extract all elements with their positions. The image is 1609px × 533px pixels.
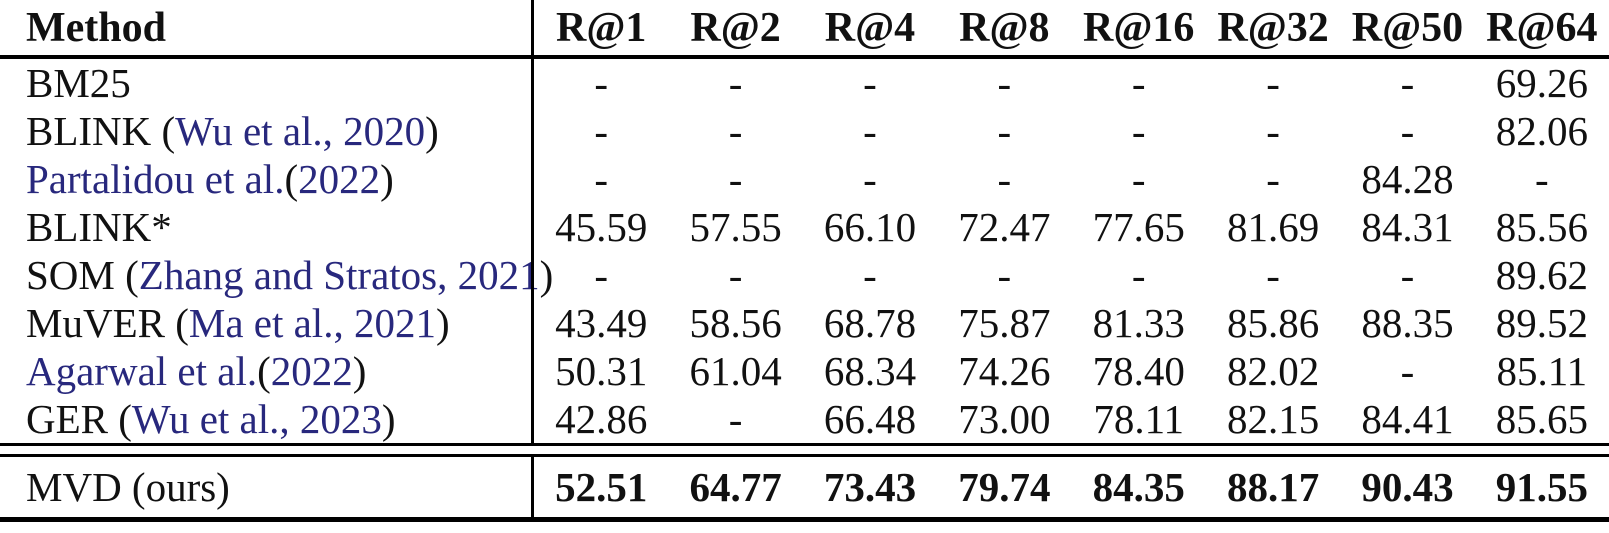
value-cells (531, 107, 1609, 155)
value-cell: - (594, 59, 609, 106)
value-cell: - (728, 107, 743, 154)
value-cell: 82.15 (1226, 395, 1320, 442)
method-label: BLINK* (26, 204, 172, 250)
table-row-mvd-ours (0, 457, 1609, 517)
value-cell: 68.78 (823, 299, 917, 346)
column-header-r-at-4: R@4 (824, 4, 916, 51)
citation-link[interactable]: Wu et al., 2023 (131, 396, 382, 442)
value-cell: - (1131, 107, 1146, 154)
value-cell: - (1534, 155, 1549, 202)
value-cell: 82.02 (1226, 347, 1320, 394)
value-cell: 78.40 (1092, 347, 1185, 394)
value-cell: - (1400, 347, 1415, 394)
value-cell: - (863, 107, 877, 154)
value-cell: 58.56 (689, 299, 782, 346)
table-row (0, 107, 1609, 155)
value-cell: - (997, 107, 1012, 154)
value-cell: 91.55 (1495, 463, 1588, 510)
value-cell: - (997, 59, 1012, 106)
value-cells (531, 299, 1609, 347)
value-cells (531, 395, 1609, 443)
citation-link[interactable]: Agarwal et al. (26, 348, 258, 394)
value-cell: 52.51 (555, 463, 648, 510)
value-cell: - (1266, 155, 1280, 202)
value-cell: 74.26 (958, 347, 1051, 394)
value-cells (531, 155, 1609, 203)
value-cell: - (1400, 59, 1415, 106)
citation-link[interactable]: Partalidou et al. (26, 156, 285, 202)
table-row (0, 251, 1609, 299)
method-label: MuVER ( (26, 300, 189, 346)
column-header-r-at-32: R@32 (1217, 4, 1329, 51)
method-label: ( (284, 156, 299, 202)
table-row (0, 155, 1609, 203)
value-cell: - (1131, 251, 1146, 298)
table-row (0, 347, 1609, 395)
value-cell: - (1266, 59, 1280, 106)
value-cells (531, 203, 1609, 251)
value-cells (531, 251, 1609, 299)
value-cell: 84.35 (1092, 463, 1185, 510)
value-cell: 75.87 (958, 299, 1051, 346)
method-label: ) (425, 108, 439, 154)
value-cell: 90.43 (1361, 463, 1454, 510)
table-row (0, 299, 1609, 347)
table-row (0, 203, 1609, 251)
value-cell: 61.04 (689, 347, 782, 394)
value-cell: 72.47 (958, 203, 1051, 250)
method-label: ( (257, 348, 271, 394)
value-cell: 73.43 (823, 463, 917, 510)
value-cell: 66.10 (823, 203, 917, 250)
value-cell: - (997, 155, 1012, 202)
value-cell: - (1131, 155, 1146, 202)
method-label: SOM ( (26, 252, 139, 298)
method-cell (0, 203, 531, 251)
value-cell: - (1266, 107, 1280, 154)
method-label: BM25 (26, 60, 131, 106)
method-label: BLINK ( (26, 108, 176, 154)
method-cell (0, 59, 531, 107)
citation-link[interactable]: Wu et al., 2020 (175, 108, 426, 154)
method-cell (0, 395, 531, 443)
method-cell (0, 251, 554, 299)
value-cell: - (863, 59, 877, 106)
value-cell: 77.65 (1092, 203, 1185, 250)
value-cells (531, 457, 1609, 517)
column-header-r-at-8: R@8 (959, 4, 1050, 51)
table-row (0, 59, 1609, 107)
value-cell: 69.26 (1495, 59, 1588, 106)
value-cell: - (1266, 251, 1280, 298)
value-cell: 73.00 (958, 395, 1051, 442)
column-header-r-at-2: R@2 (690, 4, 781, 51)
value-cells (531, 347, 1609, 395)
column-header-r-at-50: R@50 (1351, 4, 1464, 51)
method-label: GER ( (26, 396, 132, 442)
value-cell: 89.52 (1495, 299, 1588, 346)
method-cell (0, 457, 531, 517)
value-cell: 88.17 (1226, 463, 1320, 510)
value-cell: - (1131, 59, 1146, 106)
value-cell: 84.28 (1361, 155, 1454, 202)
value-cell: - (594, 155, 609, 202)
value-cell: 43.49 (555, 299, 648, 346)
value-cell: 89.62 (1495, 251, 1588, 298)
value-cell: 85.56 (1495, 203, 1588, 250)
value-cell: 82.06 (1495, 107, 1588, 154)
table-body (0, 59, 1609, 443)
value-cell: 78.11 (1093, 395, 1185, 442)
value-cell: - (728, 59, 743, 106)
column-header-r-at-1: R@1 (555, 4, 647, 51)
column-header-r-at-16: R@16 (1082, 4, 1195, 51)
value-cells (531, 59, 1609, 107)
method-label: ) (381, 396, 396, 442)
method-cell (0, 299, 531, 347)
value-cell: 50.31 (555, 347, 648, 394)
citation-link[interactable]: 2022 (298, 156, 381, 202)
value-cell: 81.69 (1226, 203, 1320, 250)
value-cell: 45.59 (555, 203, 648, 250)
value-cell: 66.48 (823, 395, 917, 442)
value-cell: 79.74 (958, 463, 1051, 510)
value-cell: - (863, 155, 877, 202)
value-cell: 84.41 (1361, 395, 1454, 442)
value-cell: - (594, 251, 609, 298)
bottom-margin (0, 522, 1609, 533)
value-cell: 81.33 (1092, 299, 1185, 346)
value-cell: 68.34 (823, 347, 917, 394)
citation-link[interactable]: Ma et al., 2021 (188, 300, 436, 346)
value-cell: 85.86 (1226, 299, 1320, 346)
value-cell: 85.65 (1495, 395, 1588, 442)
method-cell (0, 347, 531, 395)
value-cell: - (728, 251, 743, 298)
value-cell: - (1400, 107, 1415, 154)
method-cell (0, 107, 531, 155)
value-cell: 57.55 (689, 203, 782, 250)
value-cell: - (997, 251, 1012, 298)
method-cell (0, 155, 531, 203)
value-cell: - (728, 395, 743, 442)
method-label: MVD (ours) (26, 464, 230, 510)
value-cell: 64.77 (689, 463, 782, 510)
value-cell: - (594, 107, 609, 154)
value-cell: 42.86 (555, 395, 648, 442)
value-cell: - (863, 251, 877, 298)
method-label: ) (539, 252, 554, 298)
method-label: ) (435, 300, 450, 346)
value-cell: - (1400, 251, 1415, 298)
table-row (0, 395, 1609, 443)
method-label: ) (380, 156, 394, 202)
value-cell: 85.11 (1496, 347, 1588, 394)
value-cell: 84.31 (1361, 203, 1454, 250)
value-cell: 88.35 (1361, 299, 1454, 346)
method-column-header: Method (26, 4, 166, 51)
column-header-r-at-64: R@64 (1486, 4, 1598, 51)
method-label: ) (352, 348, 367, 394)
table-header-row (0, 0, 1609, 55)
value-cell: - (728, 155, 743, 202)
metric-column-headers (531, 0, 1609, 55)
double-divider-rule (0, 443, 1609, 457)
citation-link[interactable]: Zhang and Stratos, 2021 (138, 252, 540, 298)
citation-link[interactable]: 2022 (270, 348, 353, 394)
